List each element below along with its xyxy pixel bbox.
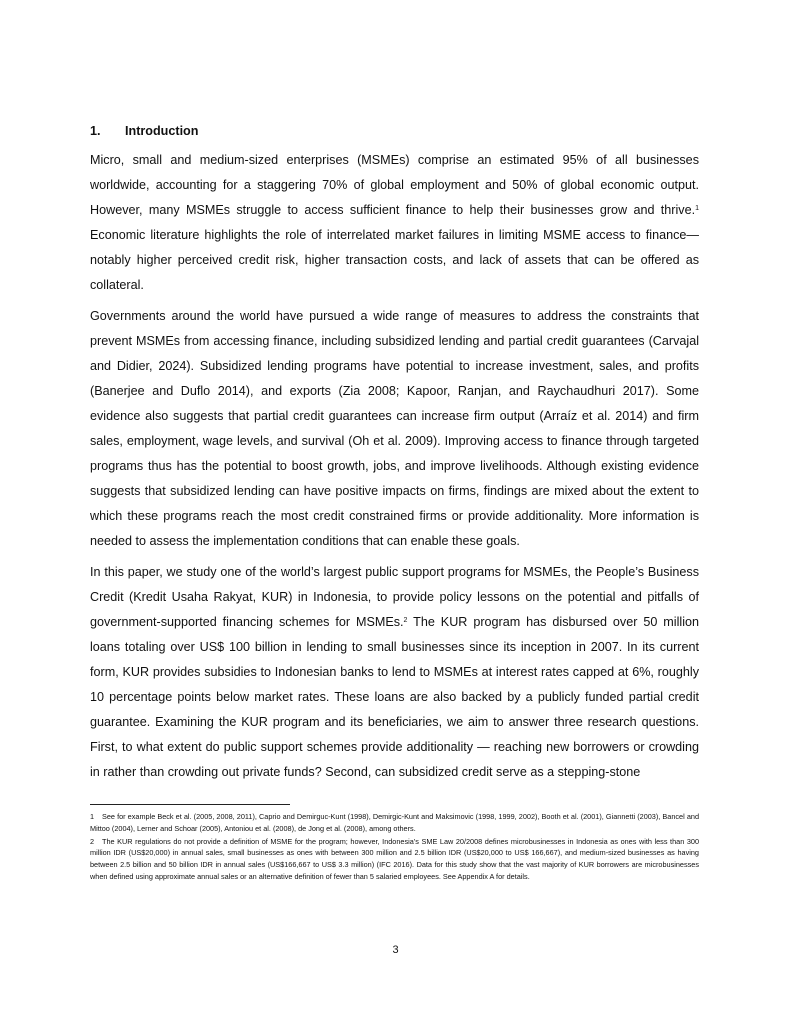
footnote-number: 2 [90,836,95,846]
footnote-ref-2[interactable]: 2 [403,617,408,624]
section-heading [90,122,699,140]
footnotes [90,811,699,884]
footnote-1 [90,811,699,835]
footnote-text: See for example Beck et al. (2005, 2008, 2011), Caprio and Demirguc-Kunt (1998), Demirgic-Kunt and Maksimovic (1998, 1999, 2002), Booth et al. (2001), Giannetti (2003), Bancel and Mittoo (2004), Lerner and Schoar (2005), Antoniou et al. (2008), de Jong et al. (2008), among others. [90,812,699,833]
section-number: 1. [90,124,101,138]
footnote-ref-1[interactable]: 1 [695,205,699,212]
footnote-separator [90,804,290,805]
paragraph-3 [90,560,699,785]
paragraph-2: Governments around the world have pursued a wide range of measures to address the constraints that prevent MSMEs from accessing finance, including subsidized lending and partial credit guarantees (Carvajal and Didier, 2024). Subsidized lending programs have potential to increase investment, sales, and profits (Banerjee and Duflo 2014), and exports (Zia 2008; Kapoor, Ranjan, and Raychaudhuri 2017). Some evidence also suggests that partial credit guarantees can increase firm output (Arraíz et al. 2014) and firm sales, employment, wage levels, and survival (Oh et al. 2009). Improving access to finance through targeted programs thus has the potential to boost growth, jobs, and improve livelihoods. Although existing evidence suggests that subsidized lending can have positive impacts on firms, findings are mixed about the extent to which these programs reach the most credit constrained firms or provide additionality. More information is needed to assess the implementation conditions that can enable these goals. [90,309,699,548]
footnote-text: The KUR regulations do not provide a definition of MSME for the program; however, Indonesia’s SME Law 20/2008 defines microbusinesses in Indonesia as ones with less than 300 million IDR (US$20,000) in annual sales, small businesses as ones with between 300 million and 2.5 billion IDR (US$20,000 to US$ 166,667), and medium-sized businesses as having between 2.5 billion and 50 billion IDR in annual sales (US$166,667 to US$ 3.3 million) (IFC 2016). Data for this study show that the vast majority of KUR borrowers are microbusinesses when defined using approximate annual sales or an alternative definition of fewer than 5 salaried employees. See Appendix A for details. [90,836,699,881]
page-body [90,122,699,791]
footnote-2 [90,836,699,883]
paragraph-3-text-b: The KUR program has disbursed over 50 million loans totaling over US$ 100 billion in lending to small businesses since its inception in 2007. In its current form, KUR provides subsidies to Indonesian banks to lend to MSMEs at interest rates capped at 6%, roughly 10 percentage points below market rates. These loans are also backed by a publicly funded partial credit guarantee. Examining the KUR program and its beneficiaries, we aim to answer three research questions. First, to what extent do public support schemes provide additionality — reaching new borrowers or crowding in rather than crowding out private funds? Second, can subsidized credit serve as a stepping-stone [90,615,699,779]
section-title: Introduction [125,124,199,138]
footnote-number: 1 [90,812,95,821]
paragraph-1 [90,148,699,298]
paragraph-1-text-b: Economic literature highlights the role of interrelated market failures in limiting MSME access to finance—notably higher perceived credit risk, higher transaction costs, and lack of assets that can be offered as collateral. [90,228,699,292]
paragraph-3-text-a: In this paper, we study one of the world’s largest public support programs for MSMEs, the People’s Business Credit (Kredit Usaha Rakyat, KUR) in Indonesia, to provide policy lessons on the potential and pitfalls of government-supported financing schemes for MSMEs. [90,565,699,629]
paragraph-1-text-a: Micro, small and medium-sized enterprises (MSMEs) comprise an estimated 95% of all businesses worldwide, accounting for a staggering 70% of global employment and 50% of global economic output. However, many MSMEs struggle to access sufficient finance to help their businesses grow and thrive. [90,153,699,217]
page-number: 3 [392,944,399,956]
